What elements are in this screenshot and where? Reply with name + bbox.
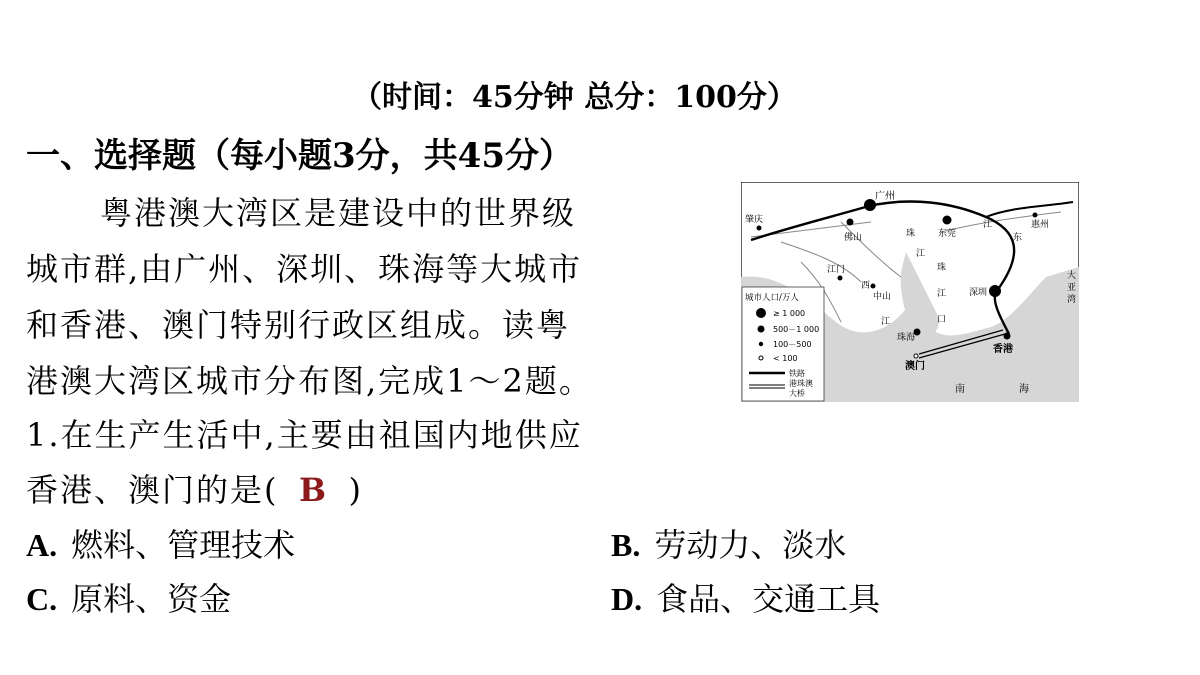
option-letter: D. [611, 581, 643, 617]
option-b[interactable] [611, 520, 846, 566]
legend-dot-tiny [759, 356, 763, 360]
answer-slot [279, 471, 349, 509]
stem-suffix: ) [348, 471, 363, 509]
city-dot [1033, 213, 1038, 218]
city-dot [914, 354, 918, 358]
city-dot [1004, 333, 1011, 340]
question-stem-line-2 [26, 465, 363, 511]
label-jiang: 江 [916, 249, 926, 259]
label-huizhou: 惠州 [1031, 220, 1050, 230]
label-zhongshan: 中山 [873, 292, 892, 302]
label-zhuhai: 珠海 [897, 333, 916, 343]
option-text: 原料、资金 [71, 580, 232, 618]
exam-time-score: （时间：45分钟 总分：100分） [352, 80, 797, 115]
option-text: 燃料、管理技术 [71, 526, 296, 564]
bay-area-city-map [741, 182, 1079, 402]
option-d[interactable] [611, 574, 880, 620]
legend-pop1: ≥ 1 000 [773, 309, 806, 318]
label-jiang: 江 [983, 220, 993, 230]
legend-dot-small [759, 342, 763, 346]
option-letter: C. [26, 581, 58, 617]
city-dot [989, 285, 1001, 297]
legend-bridge-1: 港珠澳 [789, 379, 813, 388]
option-c[interactable] [26, 574, 231, 620]
label-hai: 海 [1019, 384, 1029, 395]
legend-pop3: 100－500 [773, 340, 812, 349]
label-dongguan: 东莞 [938, 229, 957, 239]
label-macau: 澳门 [905, 361, 925, 372]
label-nan: 南 [955, 384, 965, 395]
label-foshan: 佛山 [844, 233, 863, 243]
city-dot [871, 284, 876, 289]
legend-bridge-2: 大桥 [789, 389, 805, 398]
label-kou: 口 [937, 315, 947, 325]
label-zhaoqing: 肇庆 [745, 215, 764, 225]
section-title: 一、选择题（每小题3分，共45分） [26, 136, 573, 176]
label-shenzhen: 深圳 [969, 288, 988, 298]
label-hongkong: 香港 [993, 344, 1013, 355]
label-jiang: 江 [937, 289, 947, 299]
option-text: 食品、交通工具 [656, 580, 881, 618]
option-text: 劳动力、淡水 [654, 526, 847, 564]
label-zhu: 珠 [937, 263, 947, 273]
legend-rail: 铁路 [789, 369, 805, 378]
city-dot [757, 226, 762, 231]
passage-line-3: 和香港、澳门特别行政区组成。读粤 [26, 306, 571, 344]
option-letter: A. [26, 527, 58, 563]
passage-line-4: 港澳大湾区城市分布图,完成1～2题。 [26, 362, 593, 400]
passage-line-2: 城市群,由广州、深圳、珠海等大城市 [26, 250, 583, 288]
legend-pop4: < 100 [773, 354, 798, 363]
legend-title: 城市人口/万人 [745, 293, 799, 303]
label-guangzhou: 广州 [875, 191, 895, 202]
question-stem-line-1: 1.在生产生活中,主要由祖国内地供应 [26, 416, 583, 454]
legend-dot-medium [758, 326, 765, 333]
city-dot [838, 276, 843, 281]
option-letter: B. [611, 527, 641, 563]
label-xi: 西 [861, 281, 871, 291]
label-wan: 湾 [1067, 295, 1077, 305]
answer-value: B [298, 471, 329, 509]
legend-dot-large [756, 308, 766, 318]
map-legend [742, 287, 824, 401]
label-dong: 东 [1013, 233, 1023, 243]
city-dot [943, 216, 952, 225]
label-jiang: 江 [881, 317, 891, 327]
label-zhu: 珠 [906, 229, 916, 239]
city-dot [847, 219, 854, 226]
label-jiangmen: 江门 [827, 265, 846, 275]
passage-line-1: 粤港澳大湾区是建设中的世界级 [100, 194, 577, 232]
legend-pop2: 500－1 000 [773, 325, 820, 334]
label-daya: 大 [1067, 271, 1077, 281]
option-a[interactable] [26, 520, 295, 566]
stem-prefix: 香港、澳门的是( [26, 471, 279, 509]
label-ya: 亚 [1067, 283, 1077, 293]
